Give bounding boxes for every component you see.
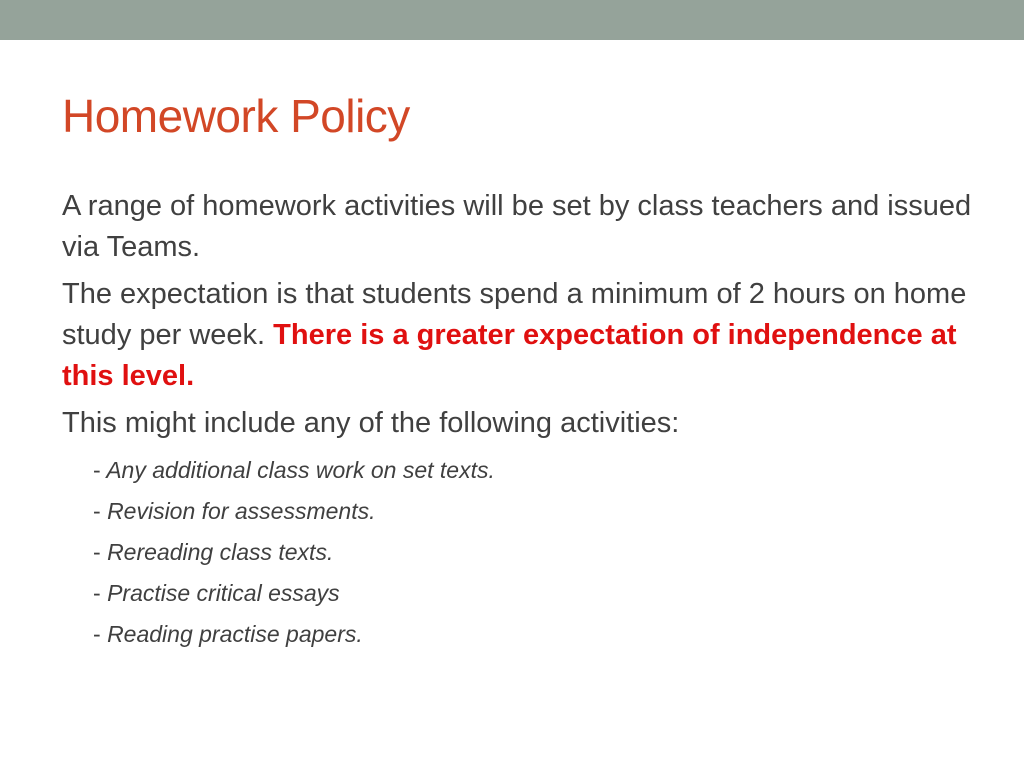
top-accent-bar: [0, 0, 1024, 40]
list-marker: -: [93, 539, 101, 565]
expectation-text: The expectation is that students spend a minimum of 2 hours on home study per week.: [62, 278, 967, 351]
list-item: [93, 573, 992, 614]
list-marker: -: [93, 580, 101, 606]
list-marker: -: [93, 498, 101, 524]
slide-title: Homework Policy: [62, 90, 410, 142]
activity-text: Rereading class texts.: [107, 539, 334, 565]
list-item: [93, 491, 992, 532]
list-marker: -: [93, 457, 101, 483]
independence-emphasis: There is a greater expectation of independence at this level.: [62, 319, 957, 392]
activity-text: Revision for assessments.: [107, 498, 376, 524]
list-item: [93, 532, 992, 573]
list-item: [93, 450, 992, 491]
paragraph-homework-range: A range of homework activities will be set by class teachers and issued via Teams.: [62, 190, 972, 263]
activity-text: Reading practise papers.: [107, 621, 363, 647]
paragraph-expectation: [62, 274, 992, 397]
activity-text: Practise critical essays: [107, 580, 340, 606]
list-item: [93, 614, 992, 655]
list-marker: -: [93, 621, 101, 647]
activities-list: [62, 450, 992, 655]
slide-body: [62, 186, 992, 655]
paragraph-activities-intro: This might include any of the following activities:: [62, 407, 680, 439]
activity-text: Any additional class work on set texts.: [106, 457, 495, 483]
